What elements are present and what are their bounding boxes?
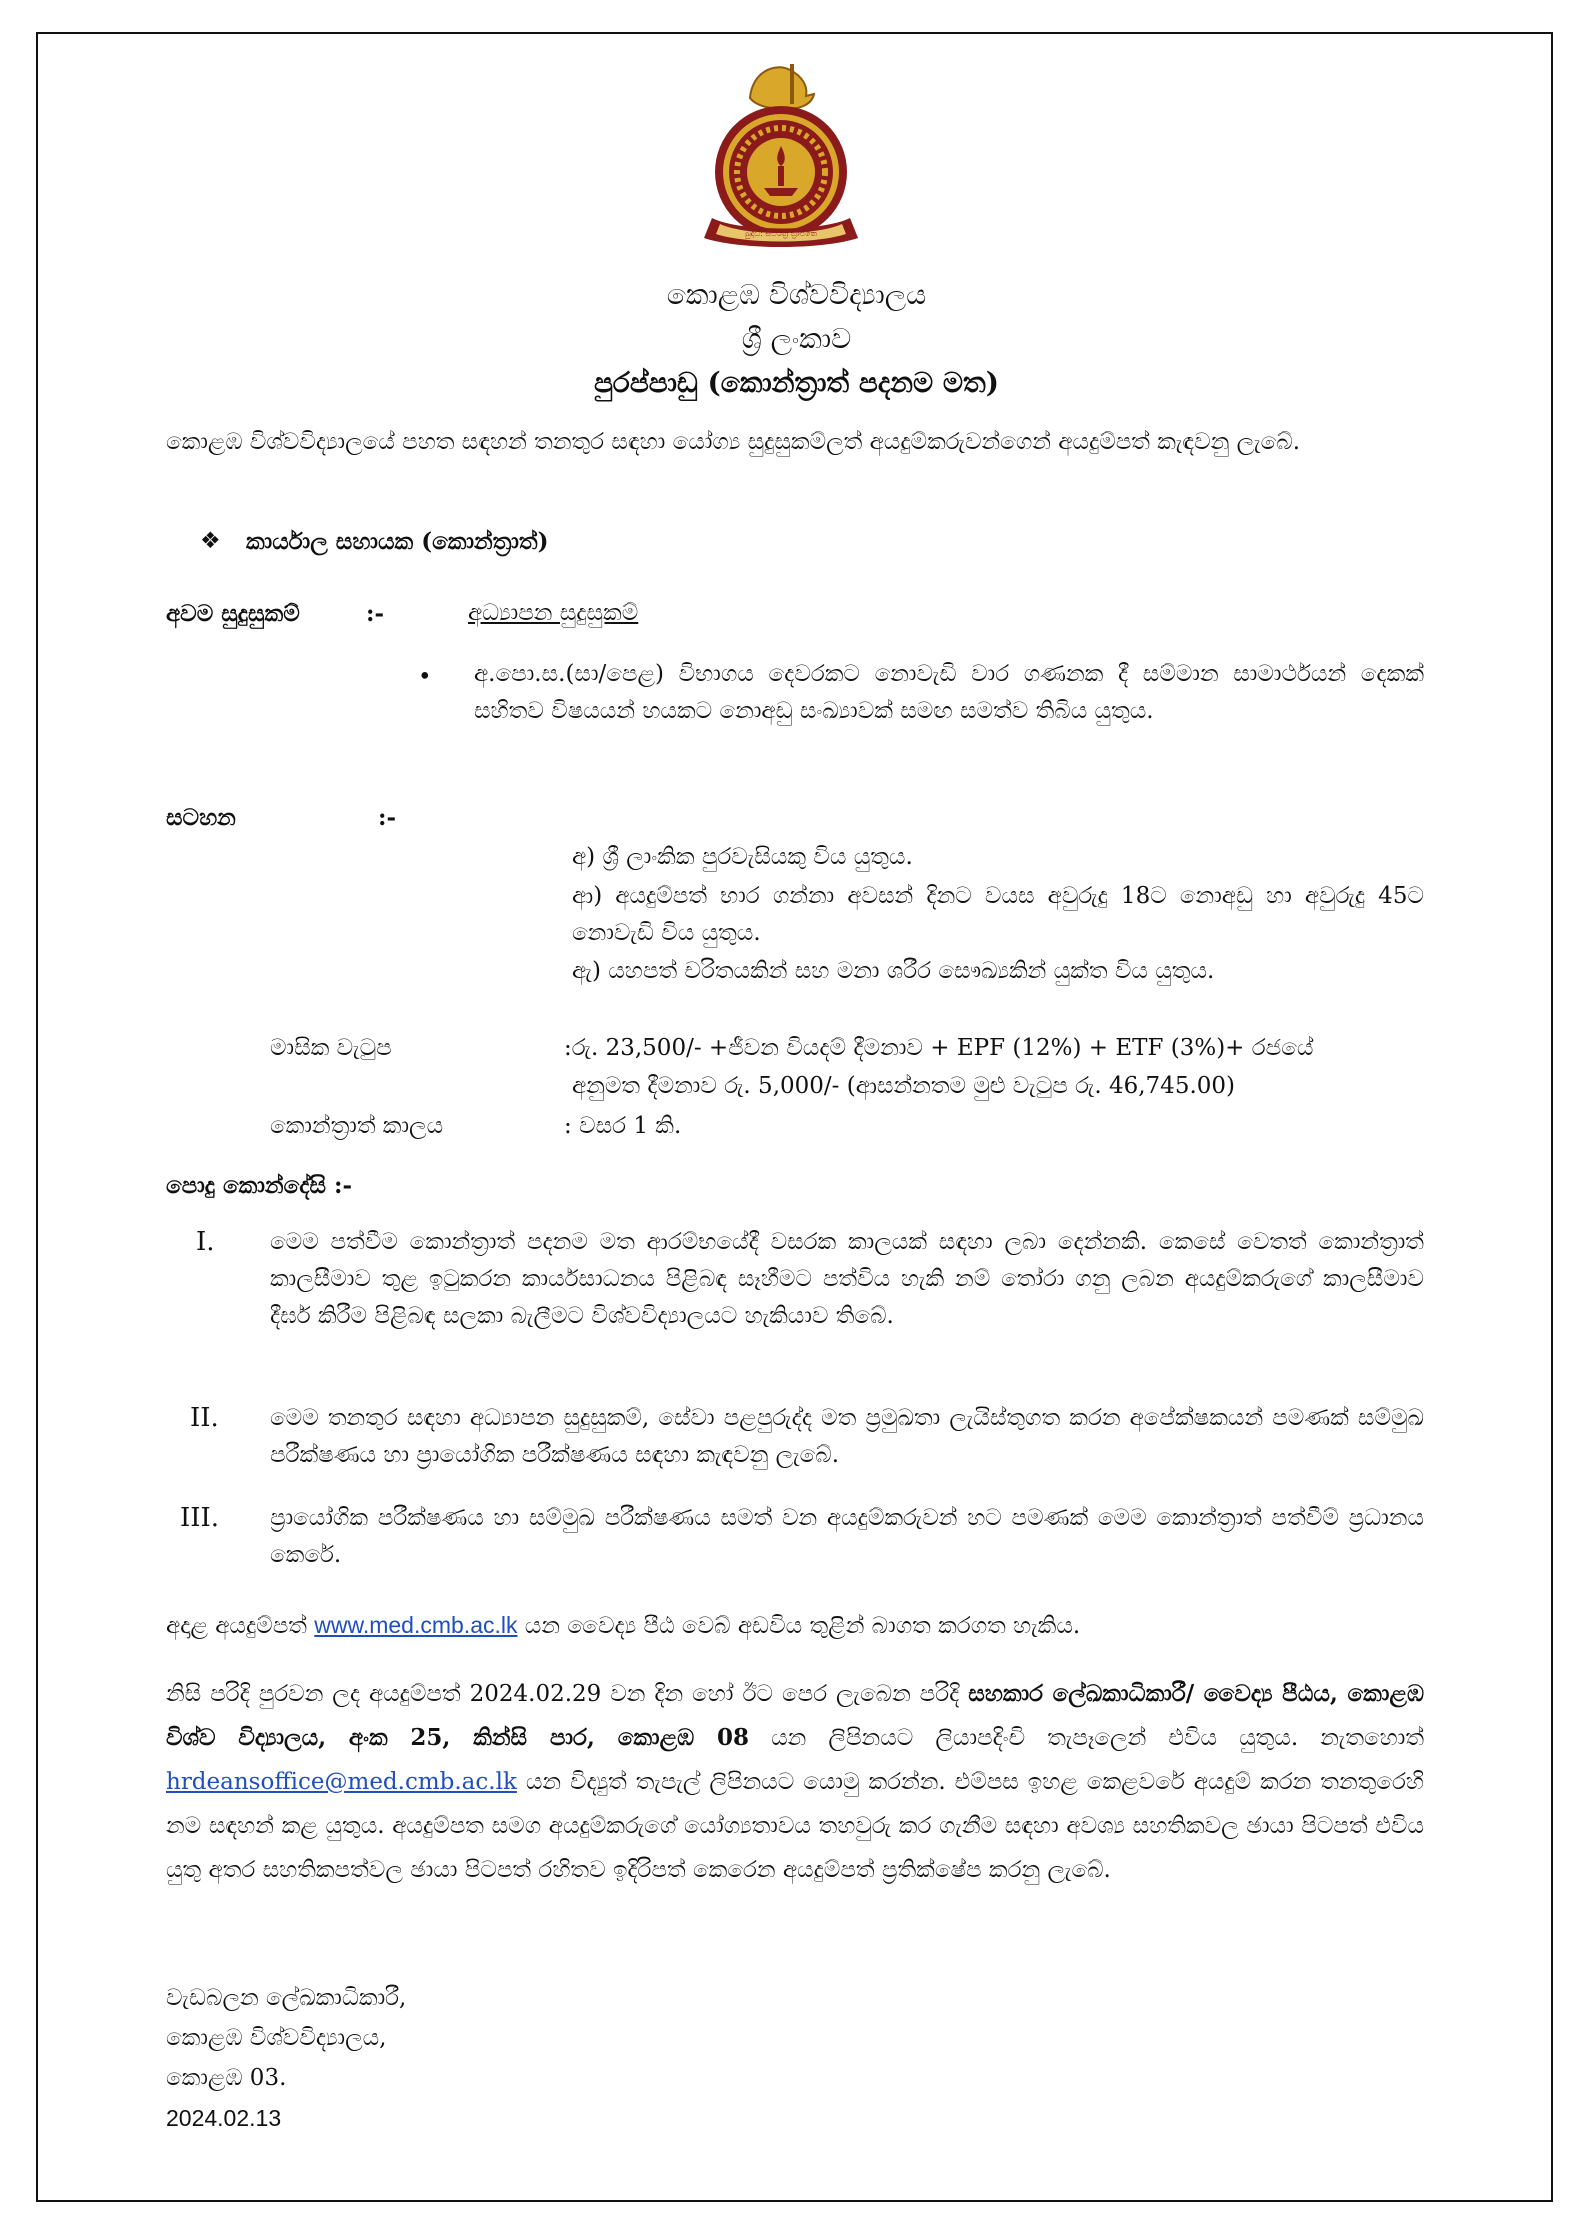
qualification-bullet: •: [418, 664, 432, 690]
requirement-item: ආ) අයදුම්පත් භාර ගන්නා අවසන් දිනට වයස අවුරුදු 18ට නොඅඩු හා අවුරුදු 45ට නොවැඩි විය යුතුය.: [572, 883, 1424, 946]
crest-motto: බුද්ධි: සර්වත්‍ර භ්‍රාජතෙ: [744, 229, 818, 238]
postal-address: සහකාර ලේඛකාධිකාරී/ වෛද්‍ය පීඨය, කොළඹ විශ්ව විද්‍යාලය, අංක 25, කින්සි පාර, කොළඹ 08: [166, 1680, 1424, 1751]
contract-value: : වසර 1 කි.: [564, 1113, 682, 1139]
download-after: යන වෛද්‍ය පීඨ වෙබ් අඩවිය තුළින් බාගත කරගත හැකිය.: [517, 1613, 1081, 1639]
condition-number: III.: [180, 1503, 220, 1533]
requirements-label: සටහන: [166, 804, 236, 831]
intro-paragraph: කොළඹ විශ්වවිද්‍යාලයේ පහත සඳහන් තනතුර සඳහා යෝග්‍ය සුදුසුකම්ලත් අයදුම්කරුවන්ගෙන් අයදුම්පත් කැඳවනු ලැබේ.: [166, 429, 1301, 455]
website-link[interactable]: www.med.cmb.ac.lk: [314, 1612, 518, 1638]
country-name: ශ්‍රී ලංකාව: [741, 322, 852, 355]
university-name: කොළඹ විශ්වවිද්‍යාලය: [666, 278, 927, 311]
condition-text: මෙම පත්වීම කොන්ත්‍රාත් පදනම මත ආරම්භයේදී වසරක කාලයක් සඳහා ලබා දෙන්නකි. කෙසේ වෙතත් කොන්ත්‍රාත් කාලසීමාව තුළ ඉටුකරන කාර්යසාධනය පිළිබඳ සෑහීමට පත්විය හැකි නම් තෝරා ගනු ලබන අයදුම්කරුගේ කාලසීමාව දීර්ඝ කිරීම පිළිබඳ සලකා බැලීමට විශ්වවිද්‍යාලයට හැකියාව තිබේ.: [270, 1229, 1424, 1329]
condition-number: II.: [190, 1403, 219, 1433]
signature-city: කොළඹ 03.: [166, 2065, 287, 2091]
salary-line-2: අනුමත දීමනාව රු. 5,000/- (ආසන්නතම මුළු වැටුප රු. 46,745.00): [572, 1073, 1235, 1099]
condition-number: I.: [196, 1227, 215, 1257]
requirement-item: ඇ) යහපත් චරිතයකින් සහ මනා ශරීර සෞඛ්‍යකින් යුක්ත විය යුතුය.: [572, 958, 1215, 984]
post-name: කාර්යාල සහායක (කොන්ත්‍රාත්): [246, 528, 549, 555]
condition-text: ප්‍රායෝගික පරීක්ෂණය හා සම්මුඛ පරීක්ෂණය සමත් වන අයදුම්කරුවන් හට පමණක් මෙම කොන්ත්‍රාත් පත්වීම් ප්‍රධානය කෙරේ.: [270, 1505, 1424, 1568]
page-title: පුරප්පාඩු (කොන්ත්‍රාත් පදනම මත): [593, 366, 1000, 399]
email-link[interactable]: hrdeansoffice@med.cmb.ac.lk: [166, 1769, 517, 1795]
download-line: [166, 1612, 1080, 1639]
condition-text: මෙම තනතුර සඳහා අධ්‍යාපන සුදුසුකම්, සේවා පළපුරුද්ද මත ප්‍රමුඛතා ලැයිස්තුගත කරන අපේක්ෂකයන් පමණක් සම්මුඛ පරීක්ෂණය හා ප්‍රායෝගික පරීක්ෂණය සඳහා කැඳවනු ලැබේ.: [270, 1405, 1424, 1468]
requirement-item: අ) ශ්‍රී ලාංකික පුරවැසියකු විය යුතුය.: [572, 844, 913, 870]
application-instructions: [166, 1672, 1424, 1892]
signature-university: කොළඹ විශ්වවිද්‍යාලය,: [166, 2025, 387, 2051]
apply-part-3: යන විද්‍යුත් තැපැල් ලිපිනයට යොමු කරන්න. එම්පස ඉහළ කෙළවරේ අයදුම් කරන තනතුරෙහි නම සඳහන් කළ යුතුය. අයදුම්පත සමග අයදුම්කරුගේ යෝග්‍යතාවය තහවුරු කර ගැනීම සඳහා අවශ්‍ය සහතිකවල ඡායා පිටපත් එවිය යුතු අතර සහතිකපත්වල ඡායා පිටපත් රහිතව ඉදිරිපත් කෙරෙන අයදුම්පත් ප්‍රතික්ෂේප කරනු ලැබේ.: [166, 1769, 1424, 1883]
signature-title: වැඩබලන ලේඛකාධිකාරී,: [166, 1985, 407, 2011]
requirements-colon: :-: [378, 804, 397, 831]
university-crest-icon: [690, 60, 872, 252]
qualifications-colon: :-: [366, 600, 385, 627]
qualifications-label: අවම සුදුසුකම්: [166, 600, 300, 627]
download-before: අදාළ අයදුම්පත්: [166, 1613, 315, 1639]
salary-line-1: :රු. 23,500/- +ජීවන වියදම් දීමනාව + EPF (12%) + ETF (3%)+ රජයේ: [564, 1035, 1314, 1061]
general-conditions-label: පොදු කොන්දේසි :-: [166, 1172, 353, 1199]
apply-part-1: නිසි පරිදි පුරවන ලද අයදුම්පත් 2024.02.29 වන දින හෝ ඊට පෙර ලැබෙන පරිදි: [166, 1681, 969, 1707]
salary-label: මාසික වැටුප: [270, 1035, 392, 1061]
signature-date: 2024.02.13: [166, 2105, 282, 2131]
education-heading: අධ්‍යාපන සුදුසුකම්: [468, 600, 639, 626]
contract-label: කොන්ත්‍රාත් කාලය: [270, 1113, 444, 1139]
apply-part-2: යන ලිපිනයට ලියාපදිංචි තැපෑලෙන් එවිය යුතුය. නැතහොත්: [749, 1725, 1425, 1751]
post-bullet: ❖: [200, 528, 221, 554]
qualification-text: අ.පො.ස.(සා/පෙළ) විභාගය දෙවරකට නොවැඩි වාර ගණනක දී සම්මාන සාමාර්ථයන් දෙකක් සහිතව විෂයයන් හයකට නොඅඩු සංඛ්‍යාවක් සමඟ සමත්ව තිබිය යුතුය.: [474, 661, 1424, 724]
